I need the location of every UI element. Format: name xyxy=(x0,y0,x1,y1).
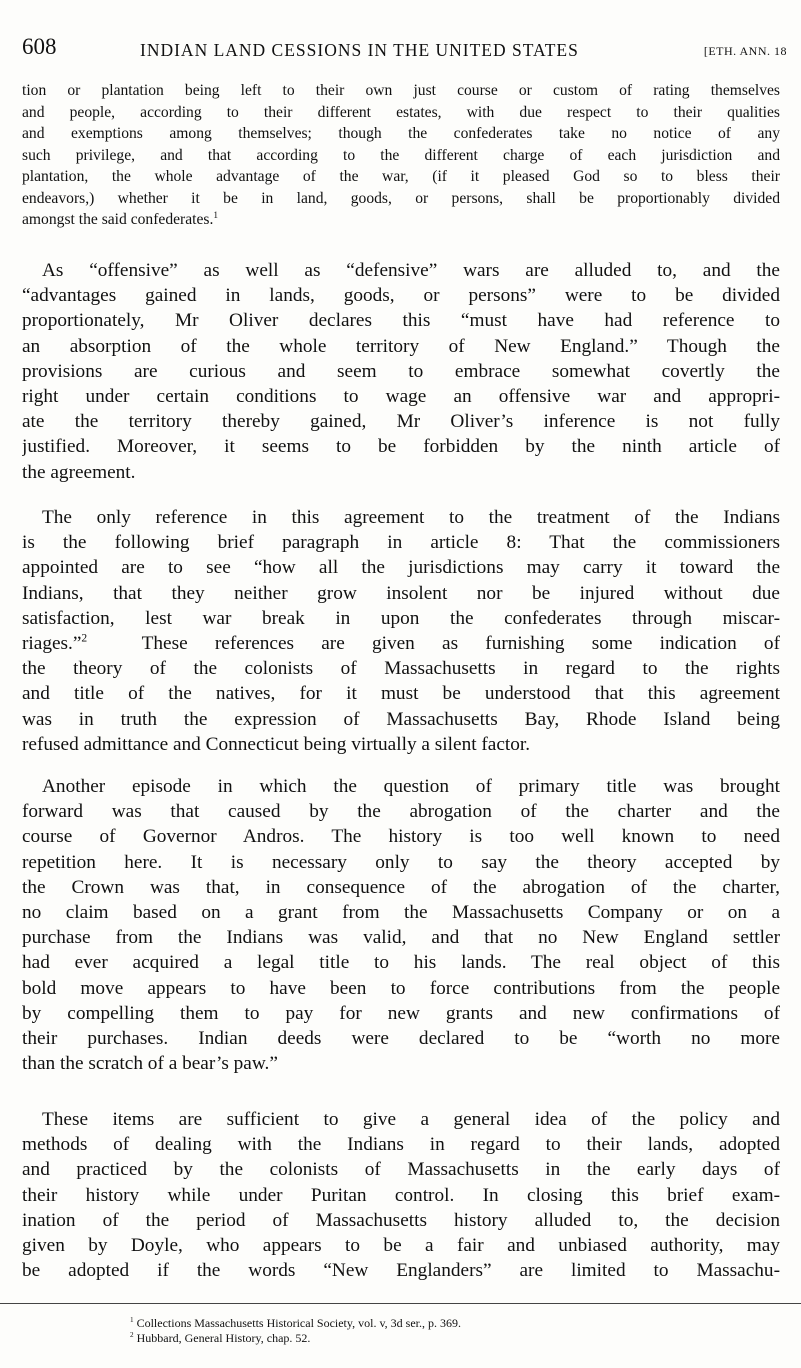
running-header xyxy=(22,34,787,64)
footnote xyxy=(130,1331,461,1346)
text-fragment: riages.” xyxy=(22,633,82,655)
text-line: purchase from the Indians was valid, and that no New England settler xyxy=(22,927,780,949)
text-line: repetition here. It is necessary only to say the theory accepted by xyxy=(22,851,780,873)
text-line: is the following brief paragraph in article 8: That the commissioners xyxy=(22,532,780,554)
text-line xyxy=(22,209,780,231)
text-line: forward was that caused by the abrogation of the charter and the xyxy=(22,801,780,823)
text-line: refused admittance and Connecticut being virtually a silent factor. xyxy=(22,733,531,755)
text-line: and exemptions among themselves; though the confederates take no notice of any xyxy=(22,125,780,142)
text-line: no claim based on a grant from the Massachusetts Company or on a xyxy=(22,902,780,924)
footnote-reference: 1 xyxy=(213,210,219,221)
text-line: the Crown was that, in consequence of the abrogation of the charter, xyxy=(22,876,780,898)
text-line: the theory of the colonists of Massachusetts in regard to the rights xyxy=(22,658,780,680)
footnote xyxy=(130,1316,461,1331)
text-line: proportionately, Mr Oliver declares this “must have had reference to xyxy=(22,310,780,332)
text-line: than the scratch of a bear’s paw.” xyxy=(22,1053,278,1075)
text-line: “advantages gained in lands, goods, or persons” were to be divided xyxy=(22,285,780,307)
footnotes xyxy=(130,1316,461,1346)
footnote-mark: 1 xyxy=(130,1316,134,1324)
footnote-reference: 2 xyxy=(81,631,88,645)
text-line: bold move appears to have been to force contributions from the people xyxy=(22,977,780,999)
text-line: had ever acquired a legal title to his lands. The real object of this xyxy=(22,952,780,974)
text-line: appointed are to see “how all the jurisdictions may carry it toward the xyxy=(22,557,780,579)
text-line: and practiced by the colonists of Massachusetts in the early days of xyxy=(22,1159,780,1181)
paragraph-andros-episode xyxy=(22,774,780,1076)
text-line: given by Doyle, who appears to be a fair and unbiased authority, may xyxy=(22,1235,780,1257)
text-line: The only reference in this agreement to the treatment of the Indians xyxy=(42,507,780,528)
text-line: and people, according to their different estates, with due respect to their qualities xyxy=(22,103,780,121)
footnote-text: Collections Massachusetts Historical Society, vol. v, 3d ser., p. 369. xyxy=(136,1316,461,1330)
footnote-divider xyxy=(0,1303,801,1304)
text-fragment: These references are given as furnishing some indication of xyxy=(141,633,780,655)
text-line: satisfaction, lest war break in upon the confederates through miscar- xyxy=(22,607,780,629)
text-line: justified. Moreover, it seems to be forbidden by the ninth article of xyxy=(22,436,780,458)
text-line: As “offensive” as well as “defensive” wars are alluded to, and the xyxy=(42,260,780,281)
running-title: INDIAN LAND CESSIONS IN THE UNITED STATES xyxy=(140,40,579,60)
running-tag: [ETH. ANN. 18 xyxy=(703,44,787,58)
text-line: was in truth the expression of Massachusetts Bay, Rhode Island being xyxy=(22,708,780,730)
text-line: Indians, that they neither grow insolent nor be injured without due xyxy=(22,582,780,604)
text-line: These items are sufficient to give a general idea of the policy and xyxy=(42,1109,780,1130)
text-line: Another episode in which the question of primary title was brought xyxy=(42,776,780,797)
text-line: by compelling them to pay for new grants and new confirmations of xyxy=(22,1002,780,1024)
text-line: an absorption of the whole territory of New England.” Though the xyxy=(22,335,780,357)
paragraph-closing-examination xyxy=(22,1107,780,1283)
text-line: endeavors,) whether it be in land, goods, or persons, shall be proportionably divided xyxy=(22,189,780,207)
footnote-mark: 2 xyxy=(130,1331,134,1339)
text-line: ate the territory thereby gained, Mr Oliver’s inference is not fully xyxy=(22,411,780,433)
paragraph-treatment-of-indians xyxy=(22,505,780,757)
page-number: 608 xyxy=(22,34,57,59)
quoted-passage xyxy=(22,80,780,231)
paragraph-offensive-wars xyxy=(22,258,780,485)
text-line: ination of the period of Massachusetts history alluded to, the decision xyxy=(22,1209,780,1231)
footnote-text: Hubbard, General History, chap. 52. xyxy=(136,1331,311,1345)
text-line: such privilege, and that according to the different charge of each jurisdiction and xyxy=(22,146,780,164)
text-line xyxy=(22,631,780,656)
text-line: their history while under Puritan control. In closing this brief exam- xyxy=(22,1184,780,1206)
text-fragment: amongst the said confederates. xyxy=(22,211,214,228)
text-line: methods of dealing with the Indians in regard to their lands, adopted xyxy=(22,1134,780,1156)
text-line: right under certain conditions to wage an offensive war and appropri- xyxy=(22,386,780,408)
text-line: their purchases. Indian deeds were declared to be “worth no more xyxy=(22,1028,780,1050)
text-line: plantation, the whole advantage of the war, (if it pleased God so to bless their xyxy=(22,168,780,185)
text-line: course of Governor Andros. The history is too well known to need xyxy=(22,826,780,848)
text-line: and title of the natives, for it must be understood that this agreement xyxy=(22,683,780,705)
text-line: be adopted if the words “New Englanders” are limited to Massachu- xyxy=(22,1260,780,1282)
text-line: tion or plantation being left to their own just course or custom of rating themselves xyxy=(22,82,780,99)
text-line: the agreement. xyxy=(22,461,136,483)
text-line: provisions are curious and seem to embrace somewhat covertly the xyxy=(22,360,780,382)
